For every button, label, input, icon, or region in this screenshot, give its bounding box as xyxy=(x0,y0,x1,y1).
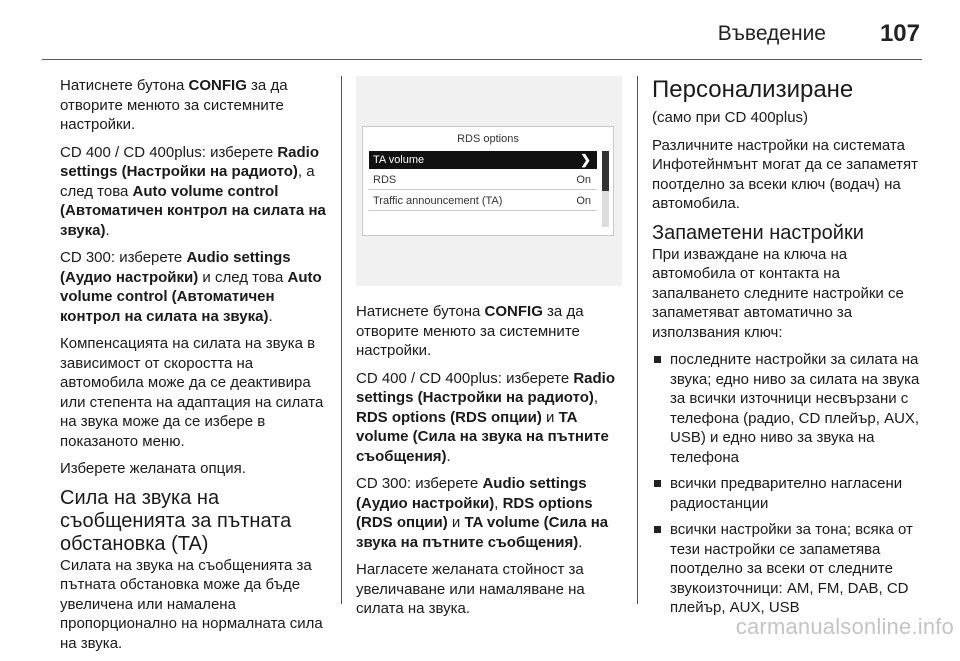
rds-options-figure xyxy=(356,76,622,286)
list-item: всички предварително нагласени радиостанции xyxy=(652,474,922,513)
paragraph-config: Натиснете бутона CONFIG за да отворите менюто за системните настройки. xyxy=(60,77,288,133)
column-divider xyxy=(637,76,638,604)
heading-ta-volume: Сила на звука на съобщенията за пътната обстановка (TA) xyxy=(60,486,292,555)
list-item: последните настройки за силата на звука; едно ниво за силата на звука за всички източници несвързани с телефона (радио, CD плейър, AUX, USB) и едно ниво за звука на телефона xyxy=(652,350,922,467)
menu-item-traffic-announcement[interactable]: Traffic announcement (TA) On xyxy=(373,195,591,207)
paragraph-cd400: CD 400 / CD 400plus: изберете Radio settings (Настройки на радиото), RDS options (RDS опции) и TA volume (Сила на звука на пътните съобщения). xyxy=(356,369,615,465)
bullet-square-icon xyxy=(654,480,661,487)
watermark: carmanualsonline.info xyxy=(735,614,954,639)
screen-title: RDS options xyxy=(457,133,519,145)
page-number: 107 xyxy=(879,20,920,47)
page-header xyxy=(42,18,922,58)
display-screen xyxy=(362,126,614,236)
column-right xyxy=(652,76,922,625)
paragraph-config: Натиснете бутона CONFIG за да отворите менюто за системните настройки. xyxy=(356,303,584,359)
paragraph-adjust-value: Нагласете желаната стойност за увеличаване или намаляване на силата на звука. xyxy=(356,561,585,617)
paragraph-select-option: Изберете желаната опция. xyxy=(60,460,246,477)
header-rule xyxy=(42,59,922,60)
subtitle-cd400plus: (само при CD 400plus) xyxy=(652,109,809,126)
scrollbar-thumb[interactable] xyxy=(602,151,609,191)
paragraph-personalization: Различните настройки на системата Инфотейнмънт могат да се запаметят поотделно за всеки ключ (водач) на автомобила. xyxy=(652,136,918,212)
heading-personalization: Персонализиране xyxy=(652,76,854,103)
scrollbar[interactable] xyxy=(602,151,609,227)
menu-item-ta-volume[interactable]: TA volume ❯ xyxy=(369,151,597,169)
paragraph-cd400: CD 400 / CD 400plus: изберете Radio settings (Настройки на радиото), а след това Auto volume control (Автоматичен контрол на силата на звука). xyxy=(60,143,326,239)
column-divider xyxy=(341,76,342,604)
menu-divider xyxy=(369,210,597,211)
column-middle xyxy=(356,302,622,627)
paragraph-saved-settings: При изваждане на ключа на автомобила от контакта на запалването следните настройки се запаметяват автоматично за използвания ключ: xyxy=(652,245,904,341)
chevron-right-icon: ❯ xyxy=(580,152,591,167)
section-title: Въведение xyxy=(717,22,826,45)
paragraph-compensation: Компенсацията на силата на звука в зависимост от скоростта на автомобила може да се деактивира или степента на адаптация на силата на звука може да се избере в показаното меню. xyxy=(60,335,324,450)
paragraph-ta-volume: Силата на звука на съобщенията за пътната обстановка може да бъде увеличена или намалена пропорционално на нормалната сила на звука. xyxy=(60,556,323,652)
list-item: всички настройки за тона; всяка от тези настройки се запаметява поотделно за всеки от следните звукоизточници: AM, FM, DAB, CD плейър, AUX, USB xyxy=(652,520,922,618)
bullet-square-icon xyxy=(654,356,661,363)
paragraph-cd300: CD 300: изберете Audio settings (Аудио настройки), RDS options (RDS опции) и TA volume (Сила на звука на пътните съобщения). xyxy=(356,475,609,551)
paragraph-cd300: CD 300: изберете Audio settings (Аудио настройки) и след това Auto volume control (Автоматичен контрол на силата на звука). xyxy=(60,249,322,325)
bullet-list xyxy=(652,350,922,618)
menu-item-rds[interactable]: RDS On xyxy=(373,174,591,186)
menu-divider xyxy=(369,189,597,190)
bullet-square-icon xyxy=(654,526,661,533)
column-left xyxy=(60,76,330,661)
heading-saved-settings: Запаметени настройки xyxy=(652,221,864,244)
